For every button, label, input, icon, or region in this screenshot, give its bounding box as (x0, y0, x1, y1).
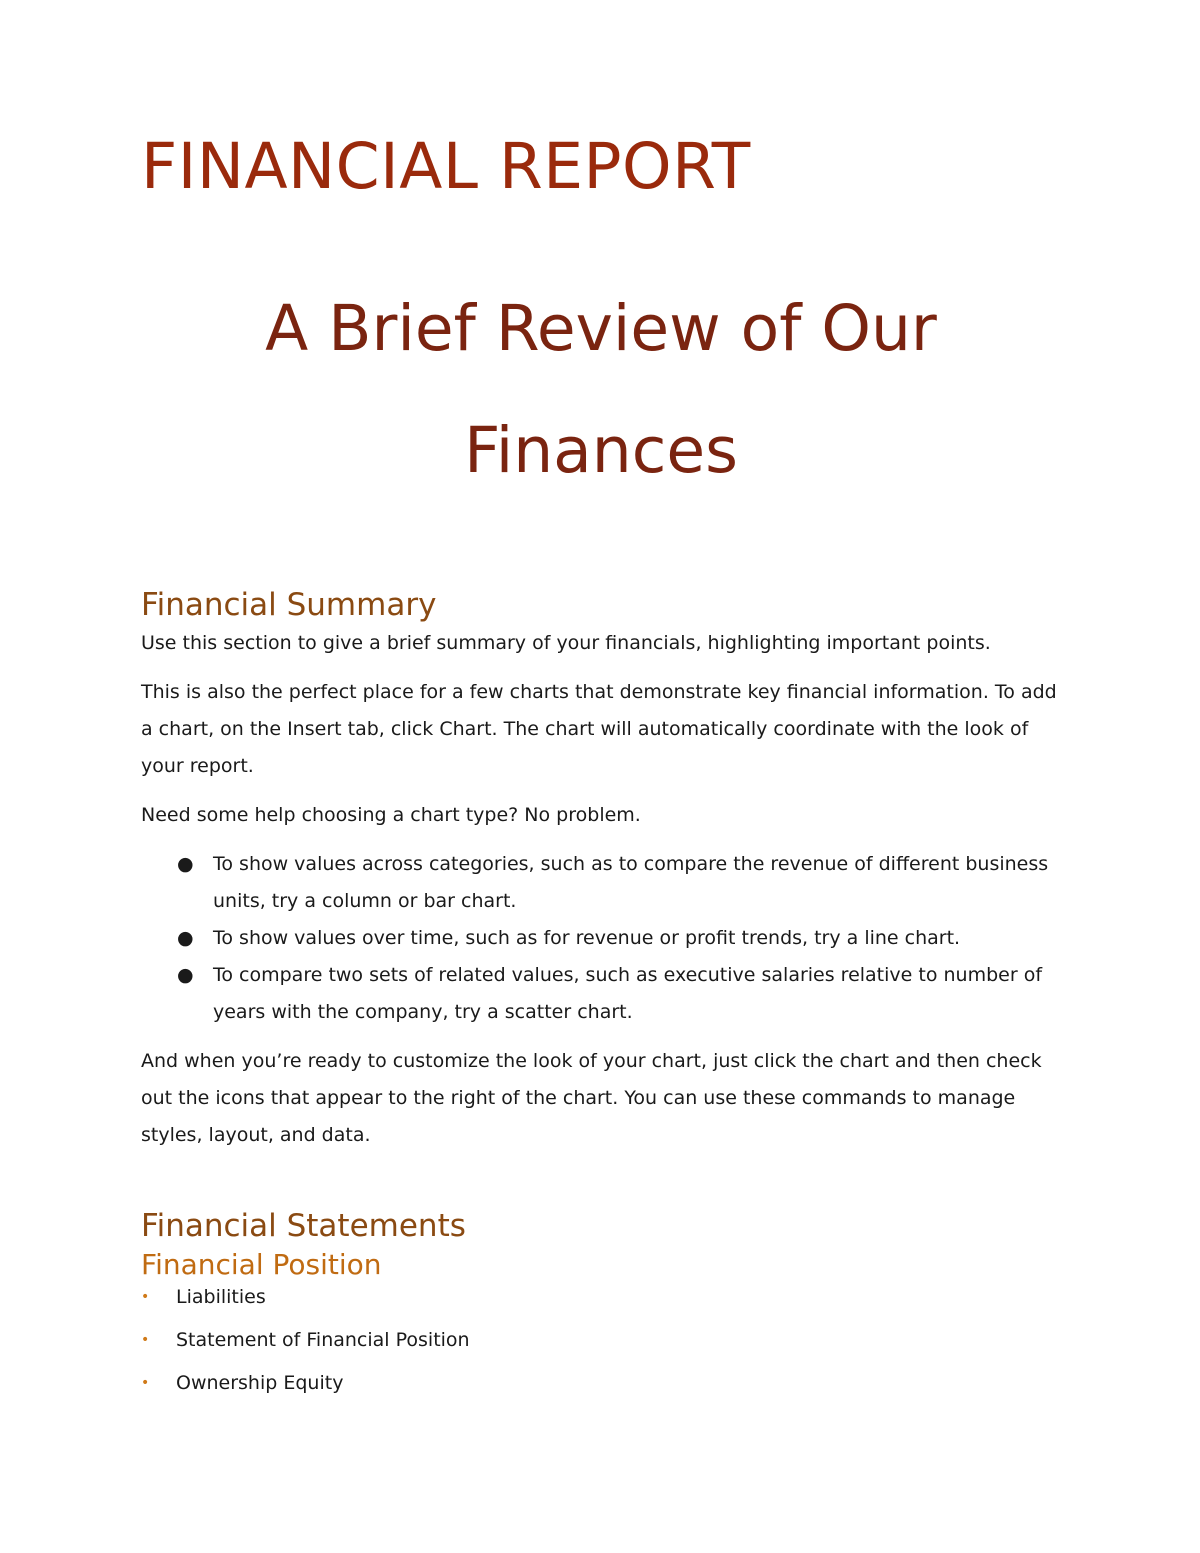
list-item-text: Liabilities (176, 1285, 266, 1308)
document-subtitle (141, 268, 1061, 512)
financial-summary-heading: Financial Summary (141, 587, 437, 623)
list-item (141, 957, 1066, 1031)
bullet-icon: ● (177, 964, 194, 987)
list-item (141, 1282, 1066, 1313)
list-item-text: To show values across categories, such as to compare the revenue of different business units, try a column or bar chart. (213, 853, 1049, 913)
subtitle-line-1: A Brief Review of Our (265, 292, 937, 365)
bullet-icon: • (141, 1374, 150, 1391)
summary-paragraph-4: And when you’re ready to customize the look of your chart, just click the chart and then check out the icons that appear to the right of the chart. You can use these commands to manage styles, layout, and data. (141, 1050, 1042, 1147)
chart-type-list (141, 846, 1066, 1031)
bullet-icon: ● (177, 927, 194, 950)
section-spacer (141, 1166, 1066, 1206)
list-item-text: To show values over time, such as for revenue or profit trends, try a line chart. (213, 927, 961, 950)
list-item (141, 846, 1066, 920)
bullet-icon: • (141, 1331, 150, 1348)
list-item (141, 1325, 1066, 1356)
document-body (141, 585, 1066, 1411)
financial-statements-heading: Financial Statements (141, 1208, 466, 1245)
list-item (141, 1368, 1066, 1399)
list-item-text: To compare two sets of related values, such as executive salaries relative to number of years with the company, try a scatter chart. (213, 964, 1043, 1024)
subtitle-line-2: Finances (464, 414, 738, 487)
summary-paragraph-1: Use this section to give a brief summary of your financials, highlighting important points. (141, 632, 991, 655)
bullet-icon: ● (177, 853, 194, 876)
financial-position-list (141, 1282, 1066, 1399)
bullet-icon: • (141, 1288, 150, 1305)
summary-paragraph-3: Need some help choosing a chart type? No problem. (141, 804, 641, 827)
financial-position-heading: Financial Position (141, 1247, 382, 1281)
list-item (141, 920, 1066, 957)
list-item-text: Statement of Financial Position (176, 1328, 470, 1351)
report-label: FINANCIAL REPORT (141, 130, 751, 203)
summary-paragraph-2: This is also the perfect place for a few charts that demonstrate key financial information. To add a chart, on the Insert tab, click Chart. The chart will automatically coordinate with the look of your report. (141, 681, 1057, 778)
list-item-text: Ownership Equity (176, 1371, 344, 1394)
